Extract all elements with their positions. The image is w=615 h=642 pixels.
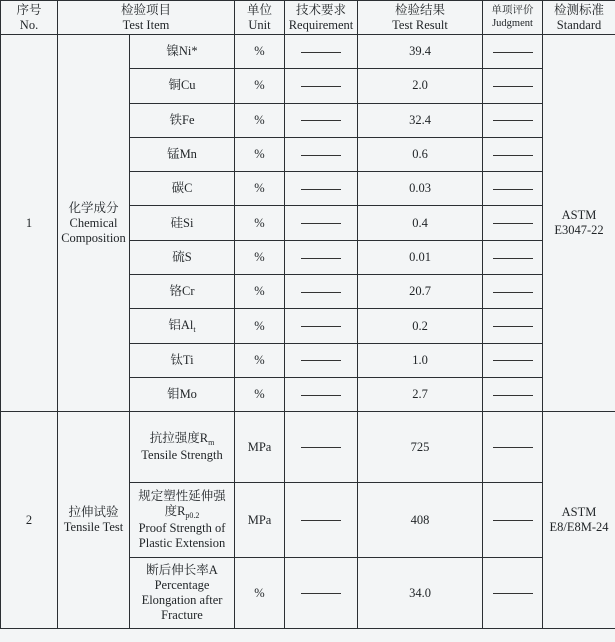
- dash-mark: [301, 292, 341, 293]
- dash-mark: [493, 189, 533, 190]
- judgment-cell: [483, 412, 543, 483]
- judgment-cell: [483, 483, 543, 558]
- judgment-cell: [483, 206, 543, 240]
- dash-mark: [301, 447, 341, 448]
- requirement-cell: [285, 103, 358, 137]
- dash-mark: [493, 292, 533, 293]
- standard-cell: ASTM E8/E8M-24: [543, 412, 615, 629]
- requirement-cell: [285, 172, 358, 206]
- header-standard: 检测标准 Standard: [543, 1, 615, 35]
- judgment-cell: [483, 137, 543, 171]
- requirement-cell: [285, 483, 358, 558]
- unit-cell: %: [235, 309, 285, 343]
- judgment-cell: [483, 240, 543, 274]
- section-name: 化学成分 Chemical Composition: [58, 35, 130, 412]
- requirement-cell: [285, 240, 358, 274]
- unit-cell: %: [235, 558, 285, 629]
- item-cell: 断后伸长率A Percentage Elongation after Fracture: [130, 558, 235, 629]
- item-cell: 硫S: [130, 240, 235, 274]
- unit-cell: %: [235, 275, 285, 309]
- judgment-cell: [483, 35, 543, 69]
- dash-mark: [301, 395, 341, 396]
- item-cell: 铝$Al_t$: [130, 309, 235, 343]
- result-cell: 0.6: [358, 137, 483, 171]
- dash-mark: [301, 223, 341, 224]
- dash-mark: [301, 520, 341, 521]
- unit-cell: MPa: [235, 412, 285, 483]
- dash-mark: [301, 52, 341, 53]
- table-row: [1, 35, 615, 69]
- judgment-cell: [483, 172, 543, 206]
- result-cell: 2.0: [358, 69, 483, 103]
- standard-cell: ASTM E3047-22: [543, 35, 615, 412]
- dash-mark: [493, 52, 533, 53]
- unit-cell: %: [235, 172, 285, 206]
- item-cell: 硅Si: [130, 206, 235, 240]
- header-judgment: 单项评价 Judgment: [483, 1, 543, 35]
- item-cell: 抗拉强度$R_m$ Tensile Strength: [130, 412, 235, 483]
- dash-mark: [301, 326, 341, 327]
- requirement-cell: [285, 343, 358, 377]
- table-header-row: [1, 1, 615, 35]
- unit-cell: %: [235, 69, 285, 103]
- header-requirement: 技术要求 Requirement: [285, 1, 358, 35]
- requirement-cell: [285, 412, 358, 483]
- dash-mark: [493, 326, 533, 327]
- result-cell: 0.2: [358, 309, 483, 343]
- result-cell: 20.7: [358, 275, 483, 309]
- requirement-cell: [285, 558, 358, 629]
- unit-cell: %: [235, 103, 285, 137]
- requirement-cell: [285, 377, 358, 411]
- unit-cell: %: [235, 343, 285, 377]
- requirement-cell: [285, 275, 358, 309]
- item-cell: 钛Ti: [130, 343, 235, 377]
- result-cell: 2.7: [358, 377, 483, 411]
- result-cell: 0.4: [358, 206, 483, 240]
- dash-mark: [301, 86, 341, 87]
- dash-mark: [301, 189, 341, 190]
- dash-mark: [301, 155, 341, 156]
- header-unit: 单位 Unit: [235, 1, 285, 35]
- judgment-cell: [483, 377, 543, 411]
- result-cell: 725: [358, 412, 483, 483]
- section-no: 2: [1, 412, 58, 629]
- requirement-cell: [285, 35, 358, 69]
- dash-mark: [493, 395, 533, 396]
- section-no: 1: [1, 35, 58, 412]
- header-no: 序号 No.: [1, 1, 58, 35]
- result-cell: 1.0: [358, 343, 483, 377]
- dash-mark: [493, 155, 533, 156]
- result-cell: 34.0: [358, 558, 483, 629]
- dash-mark: [301, 258, 341, 259]
- item-cell: 规定塑性延伸强 度$R_{p0.2}$ Proof Strength of Plastic Extension: [130, 483, 235, 558]
- result-cell: 39.4: [358, 35, 483, 69]
- header-test-item: 检验项目 Test Item: [58, 1, 235, 35]
- unit-cell: %: [235, 206, 285, 240]
- requirement-cell: [285, 69, 358, 103]
- unit-cell: MPa: [235, 483, 285, 558]
- judgment-cell: [483, 343, 543, 377]
- judgment-cell: [483, 275, 543, 309]
- unit-cell: %: [235, 35, 285, 69]
- dash-mark: [493, 360, 533, 361]
- result-cell: 0.03: [358, 172, 483, 206]
- section-name: 拉伸试验 Tensile Test: [58, 412, 130, 629]
- item-cell: 碳C: [130, 172, 235, 206]
- requirement-cell: [285, 309, 358, 343]
- dash-mark: [493, 520, 533, 521]
- dash-mark: [493, 223, 533, 224]
- judgment-cell: [483, 69, 543, 103]
- dash-mark: [301, 120, 341, 121]
- result-cell: 408: [358, 483, 483, 558]
- item-cell: 铜Cu: [130, 69, 235, 103]
- judgment-cell: [483, 309, 543, 343]
- unit-cell: %: [235, 377, 285, 411]
- item-cell: 钼Mo: [130, 377, 235, 411]
- unit-cell: %: [235, 240, 285, 274]
- result-cell: 32.4: [358, 103, 483, 137]
- table-row: [1, 412, 615, 483]
- header-test-result: 检验结果 Test Result: [358, 1, 483, 35]
- requirement-cell: [285, 137, 358, 171]
- result-cell: 0.01: [358, 240, 483, 274]
- judgment-cell: [483, 103, 543, 137]
- dash-mark: [301, 593, 341, 594]
- dash-mark: [493, 120, 533, 121]
- item-cell: 镍Ni*: [130, 35, 235, 69]
- dash-mark: [301, 360, 341, 361]
- item-cell: 铬Cr: [130, 275, 235, 309]
- requirement-cell: [285, 206, 358, 240]
- item-cell: 锰Mn: [130, 137, 235, 171]
- dash-mark: [493, 593, 533, 594]
- unit-cell: %: [235, 137, 285, 171]
- item-cell: 铁Fe: [130, 103, 235, 137]
- dash-mark: [493, 86, 533, 87]
- judgment-cell: [483, 558, 543, 629]
- dash-mark: [493, 447, 533, 448]
- dash-mark: [493, 258, 533, 259]
